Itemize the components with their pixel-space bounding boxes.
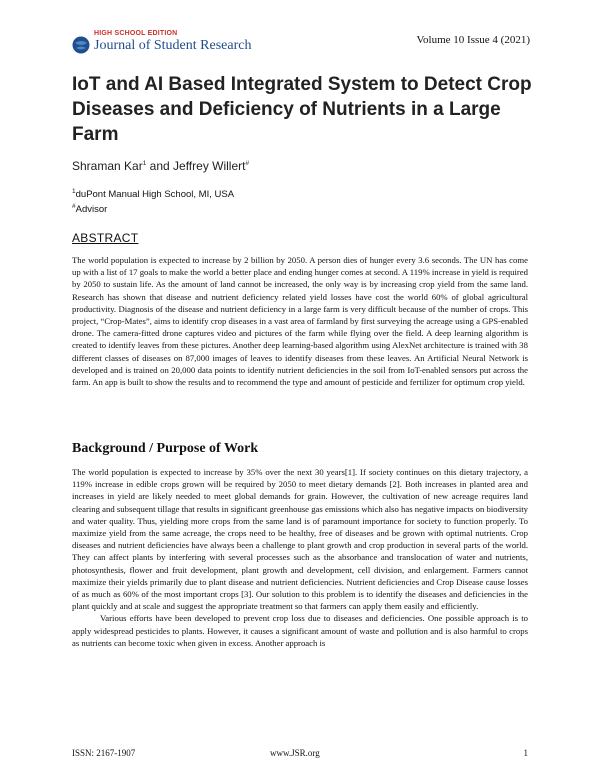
authors-line xyxy=(72,159,249,173)
section-paragraph-1: The world population is expected to increase by 35% over the next 30 years[1]. If society continues on this dietary trajectory, a 119% increase in edible crops grown will be required by 2050 to meet dietary demands [2]. Both increases in planted area and increases in yield are likely needed to meet global demands for grain. However, the cultivation of new acreage requires land clearing and subsequent tillage that results in significant greenhouse gas emissions which also has negative impacts on biodiversity and water quality. Thus, yielding more crops from the same land is of paramount importance for society to function properly. To maximize yield from the same acreage, the crops need to be healthy, free of diseases and be grown with optimal nutrients. Crop diseases and nutrient deficiencies have always been a challenge to plant growth and crop production in several parts of the world. They can affect plants by interfering with several processes such as the absorbance and translocation of water and nutrients, photosynthesis, flower and fruit development, plant growth and development, cell division, and enlargement. Farmers cannot maximize their yields primarily due to plant disease and nutrient deficiencies. Nutrient deficiencies and Crop Disease cause losses of as much as 60% of the most important crops [3]. Our solution to this problem is to identify the diseases and deficiencies in the plant quickly and at scale and suggest the appropriate treatment so that farmers can apply them easily and efficiently. xyxy=(72,467,528,612)
section-heading: Background / Purpose of Work xyxy=(72,441,259,456)
affiliation-1-marker: 1 xyxy=(72,188,76,195)
journal-logo xyxy=(72,30,272,56)
author-2-marker: # xyxy=(245,160,250,167)
abstract-body: The world population is expected to increase by 2 billion by 2050. A person dies of hunger every 3.6 seconds. The UN has come up with a list of 17 goals to make the world a better place and ending hunger comes at second. A 119% increase in yield is required by 2050 to sustain life. As the amount of land cannot be increased, the only way is by increasing crop yield from the same land. Research has shown that disease and nutrient deficiency related yield losses have cost the world 60% of global agricultural productivity. Diagnosis of the disease and nutrient deficiency in a large farm is very difficult because of the number of crops. This project, “Crop-Mates”, aims to identify crop diseases in a vast area of farmland by first surveying the acreage using a GPS-enabled drone. The camera-fitted drone captures video and pictures of the farm while flying over the field. A deep learning algorithm is created to identify leaves from these pictures. Another deep learning-based algorithm using AlexNet architecture is trained with 38 different classes of diseases on 87,000 images of leaves to identify diseases from these leaves. An Artificial Neural Network is developed and is trained on 20,000 data points to identify nutrient deficiencies in the soil from IoT-enabled sensors put across the farm. An app is built to show the results and to recommend the type and amount of pesticide and fertilizer for optimum crop yield. xyxy=(72,255,528,388)
section-body xyxy=(72,466,528,649)
paper-title: IoT and AI Based Integrated System to Detect Crop Diseases and Deficiency of Nutrients in a Large Farm xyxy=(72,74,532,145)
footer-issn: ISSN: 2167-1907 xyxy=(72,748,136,758)
footer-page-number: 1 xyxy=(523,748,528,758)
author-name-2: and Jeffrey Willert xyxy=(146,159,246,173)
affiliation-1 xyxy=(72,188,234,200)
logo-journal-name: Journal of Student Research xyxy=(94,38,252,53)
affiliation-2-marker: # xyxy=(72,203,76,210)
globe-logo-icon xyxy=(72,36,90,54)
affiliation-2-text: Advisor xyxy=(75,204,108,216)
author-1-marker: 1 xyxy=(142,160,147,167)
affiliation-2 xyxy=(72,203,107,215)
footer-website: www.JSR.org xyxy=(270,748,320,758)
logo-edition-text: HIGH SCHOOL EDITION xyxy=(94,30,178,37)
abstract-heading: ABSTRACT xyxy=(72,231,139,245)
section-paragraph-2: Various efforts have been developed to prevent crop loss due to diseases and deficiencies. One possible approach is to apply widespread pesticides to plants. However, it causes a significant amount of waste and pollution and is also harmful to crops as nutrients can become toxic when given in excess. Another approach is xyxy=(72,613,528,648)
affiliation-1-text: duPont Manual High School, MI, USA xyxy=(75,189,235,201)
author-name-1: Shraman Kar xyxy=(72,159,143,173)
volume-issue: Volume 10 Issue 4 (2021) xyxy=(416,34,530,46)
